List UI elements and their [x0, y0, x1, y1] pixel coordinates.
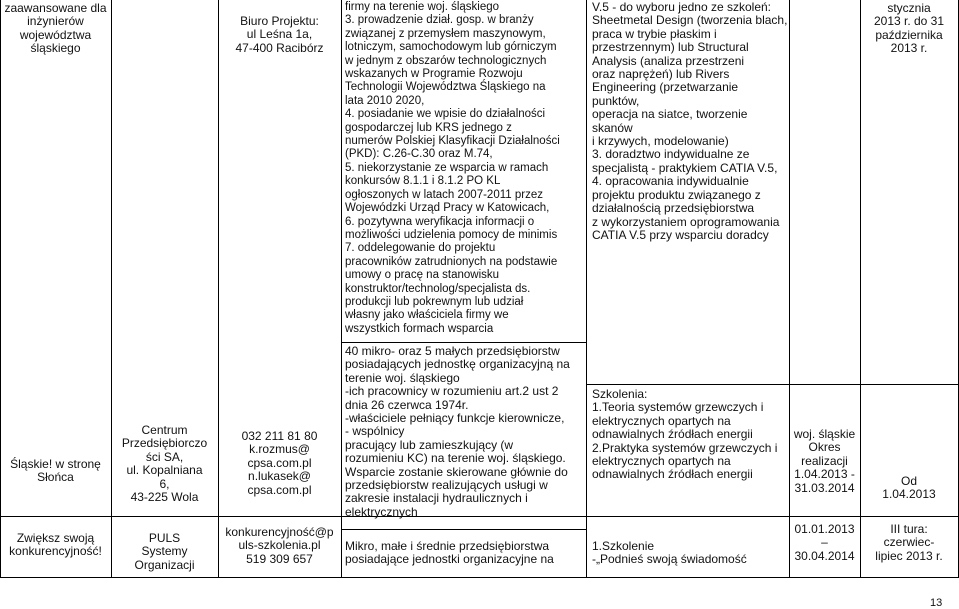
project-title: Zwiększ swoją konkurencyjność! [9, 531, 102, 559]
recruitment-period: stycznia 2013 r. do 31 października 2013 r. [873, 1, 945, 56]
support-forms: 1.Szkolenie -„Podnieś swoją świadomość [592, 539, 747, 567]
realization-period: woj. śląskie Okres realizacji 1.04.2013 - 31.03.2014 [793, 427, 856, 495]
recruitment-period: Od 1.04.2013 [882, 474, 936, 502]
contact-info: konkurencyjność@p uls-szkolenia.pl 519 309 657 [225, 525, 334, 566]
row-divider [0, 577, 959, 578]
column-divider [341, 0, 342, 578]
project-office-address: Biuro Projektu: ul Leśna 1a, 47-400 Racibórz [235, 14, 324, 55]
eligibility-criteria: firmy na terenie woj. śląskiego 3. prowadzenie dział. gosp. w branży związanej z przemysłem maszynowym, lotniczym, samochodowym lub górniczym w jednym z obszarów technologicznych wskazanych w Programie Rozwoju Technologii Województwa Śląskiego na lata 2010 2020, 4. posiadanie we wpisie do działalności gospodarczej lub KRS jednego z numerów Polskiej Klasyfikacji Działalności (PKD): C.26-C.30 oraz M.74, 5. niekorzystanie ze wsparcia w ramach konkursów 8.1.1 i 8.1.2 PO KL ogłoszonych w latach 2007-2011 przez Wojewódzki Urząd Pracy w Katowicach, 6. pozytywna weryfikacja informacji o możliwości udzielenia pomocy de minimis 7. oddelegowanie do projektu pracowników zatrudnionych na podstawie umowy o pracę na stanowisku konstruktor/technolog/specjalista ds. produkcji lub pokrewnym lub udział własny jako właściciela firmy we wszystkich formach wsparcia [345, 1, 560, 335]
target-group: 40 mikro- oraz 5 małych przedsiębiorstw posiadających jednostkę organizacyjną na terenie woj. śląskiego -ich pracownicy w rozumieniu art.2 ust 2 dnia 26 czerwca 1974r. -właściciele pełniący funkcje kierownicze, - wspólnicy pracujący lub zamieszkujący (w rozumieniu KC) na terenie woj. śląskiego. Wsparcie zostanie skierowane głównie do przedsiębiorstw realizujących usługi w zakresie instalacji hydraulicznych i elektrycznych [345, 344, 570, 519]
organizer-name: Centrum Przedsiębiorczo ści SA, ul. Kopalniana 6, 43-225 Wola [121, 423, 208, 505]
page-number: 13 [930, 597, 943, 609]
contact-info: 032 211 81 80 k.rozmus@ cpsa.com.pl n.lukasek@ cpsa.com.pl [241, 429, 318, 497]
support-forms: V.5 - do wyboru jedno ze szkoleń: Sheetmetal Design (tworzenia blach, praca w trybie płaskim i przestrzennym) lub Structural Analysis (analiza przestrzeni oraz naprężeń) lub Rivers Engineering (przetwarzanie punktów, operacja na siatce, tworzenie skanów i krzywych, modelowanie) 3. doradztwo indywidualne ze specjalistą - praktykiem CATIA V.5, 4. opracowania indywidualnie projektu produktu związanego z działalnością przedsiębiorstwa z wykorzystaniem oprogramowania CATIA V.5 przy wsparciu doradcy [592, 0, 788, 242]
realization-period: 01.01.2013 – 30.04.2014 [794, 522, 855, 563]
support-forms: Szkolenia: 1.Teoria systemów grzewczych i elektrycznych opartych na odnawialnych źródłach energii 2.Praktyka systemów grzewczych i elektrycznych opartych na odnawialnych źródłach energii [592, 387, 778, 482]
project-title: Śląskie! w stronę Słońca [10, 457, 101, 485]
project-category: zaawansowane dla inżynierów województwa śląskiego [4, 1, 107, 56]
row-divider [586, 384, 959, 385]
row-divider [341, 342, 586, 343]
column-divider [586, 0, 587, 578]
target-group: Mikro, małe i średnie przedsiębiorstwa posiadające jednostki organizacyjne na [345, 539, 554, 567]
row-divider [341, 529, 586, 530]
column-divider [0, 0, 1, 578]
recruitment-period: III tura: czerwiec- lipiec 2013 r. [875, 522, 943, 563]
organizer-name: PULS Systemy Organizacji [134, 531, 195, 572]
